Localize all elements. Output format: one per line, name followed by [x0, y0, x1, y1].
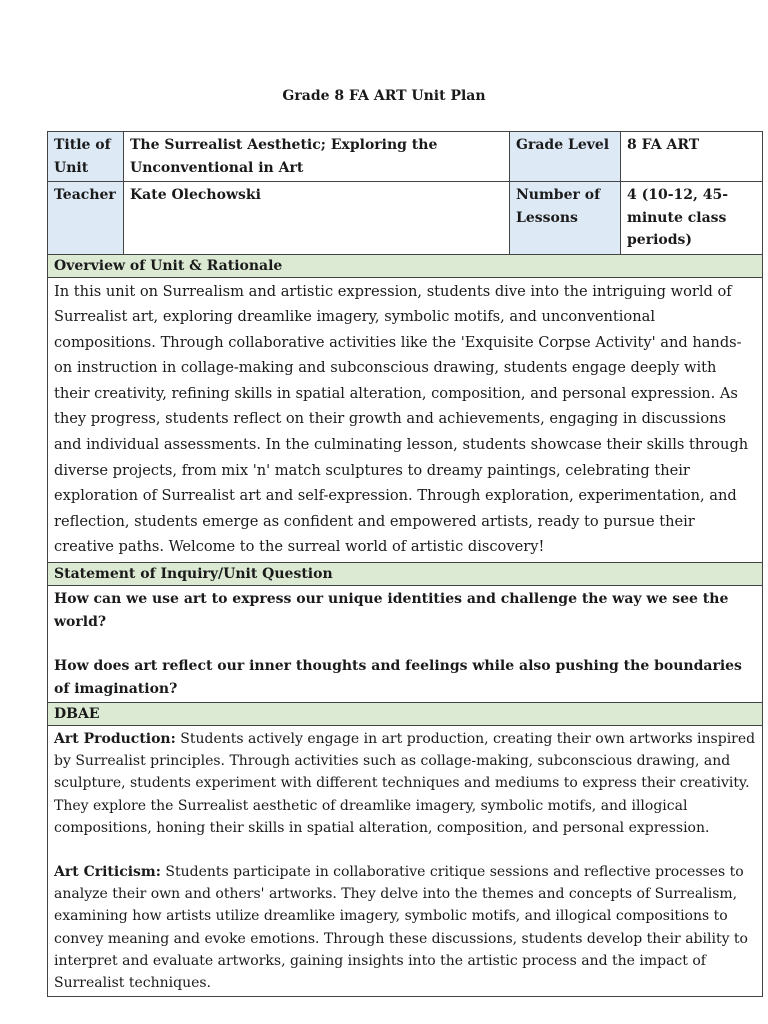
dbae-heading: DBAE [48, 703, 763, 726]
unit-plan-table [47, 131, 763, 997]
overview-heading: Overview of Unit & Rationale [48, 254, 763, 277]
art-production-label: Art Production: [54, 731, 176, 748]
overview-text: In this unit on Surrealism and artistic expression, students dive into the intriguing world of Surrealist art, exploring dreamlike imagery, symbolic motifs, and unconventional compositions. Through collaborative activities like the 'Exquisite Corpse Activity' and hands-on instruction in collage-making and subconscious drawing, students engage deeply with their creativity, refining skills in spatial alteration, composition, and personal expression. As they progress, students reflect on their growth and achievements, engaging in discussions and individual assessments. In the culminating lesson, students showcase their skills through diverse projects, from mix 'n' match sculptures to dreamy paintings, celebrating their exploration of Surrealist art and self-expression. Through exploration, experimentation, and reflection, students emerge as confident and empowered artists, ready to pursue their creative paths. Welcome to the surreal world of artistic discovery! [48, 277, 763, 563]
title-row [48, 132, 763, 182]
inquiry-question-1: How can we use art to express our unique identities and challenge the way we see the world? [54, 591, 729, 630]
art-criticism-paragraph [54, 861, 756, 994]
teacher-label: Teacher [48, 182, 124, 255]
number-of-lessons-label: Number of Lessons [510, 182, 621, 255]
title-of-unit-label: Title of Unit [48, 132, 124, 182]
art-production-text: Students actively engage in art production, creating their own artworks inspired by Surrealist principles. Through activities such as collage-making, subconscious drawing, and sculpture, students experiment with different techniques and mediums to express their creativity. They explore the Surrealist aesthetic of dreamlike imagery, symbolic motifs, and illogical compositions, honing their skills in spatial alteration, composition, and personal expression. [54, 731, 756, 836]
document-title: Grade 8 FA ART Unit Plan [282, 88, 486, 104]
title-of-unit-value: The Surrealist Aesthetic; Exploring the Unconventional in Art [124, 132, 510, 182]
art-criticism-text: Students participate in collaborative critique sessions and reflective processes to analyze their own and others' artworks. They delve into the themes and concepts of Surrealism, examining how artists utilize dreamlike imagery, symbolic motifs, and illogical compositions to convey meaning and evoke emotions. Through these discussions, students develop their ability to interpret and evaluate artworks, gaining insights into the artistic process and the impact of Surrealist techniques. [54, 864, 748, 992]
teacher-row [48, 182, 763, 255]
art-production-paragraph [54, 728, 756, 839]
dbae-content [48, 726, 763, 997]
grade-level-value: 8 FA ART [621, 132, 763, 182]
inquiry-heading: Statement of Inquiry/Unit Question [48, 563, 763, 586]
number-of-lessons-value: 4 (10-12, 45-minute class periods) [621, 182, 763, 255]
grade-level-label: Grade Level [510, 132, 621, 182]
teacher-value: Kate Olechowski [124, 182, 510, 255]
inquiry-question-2: How does art reflect our inner thoughts and feelings while also pushing the boundaries of imagination? [54, 658, 742, 697]
inquiry-questions [48, 586, 763, 703]
art-criticism-label: Art Criticism: [54, 864, 161, 881]
